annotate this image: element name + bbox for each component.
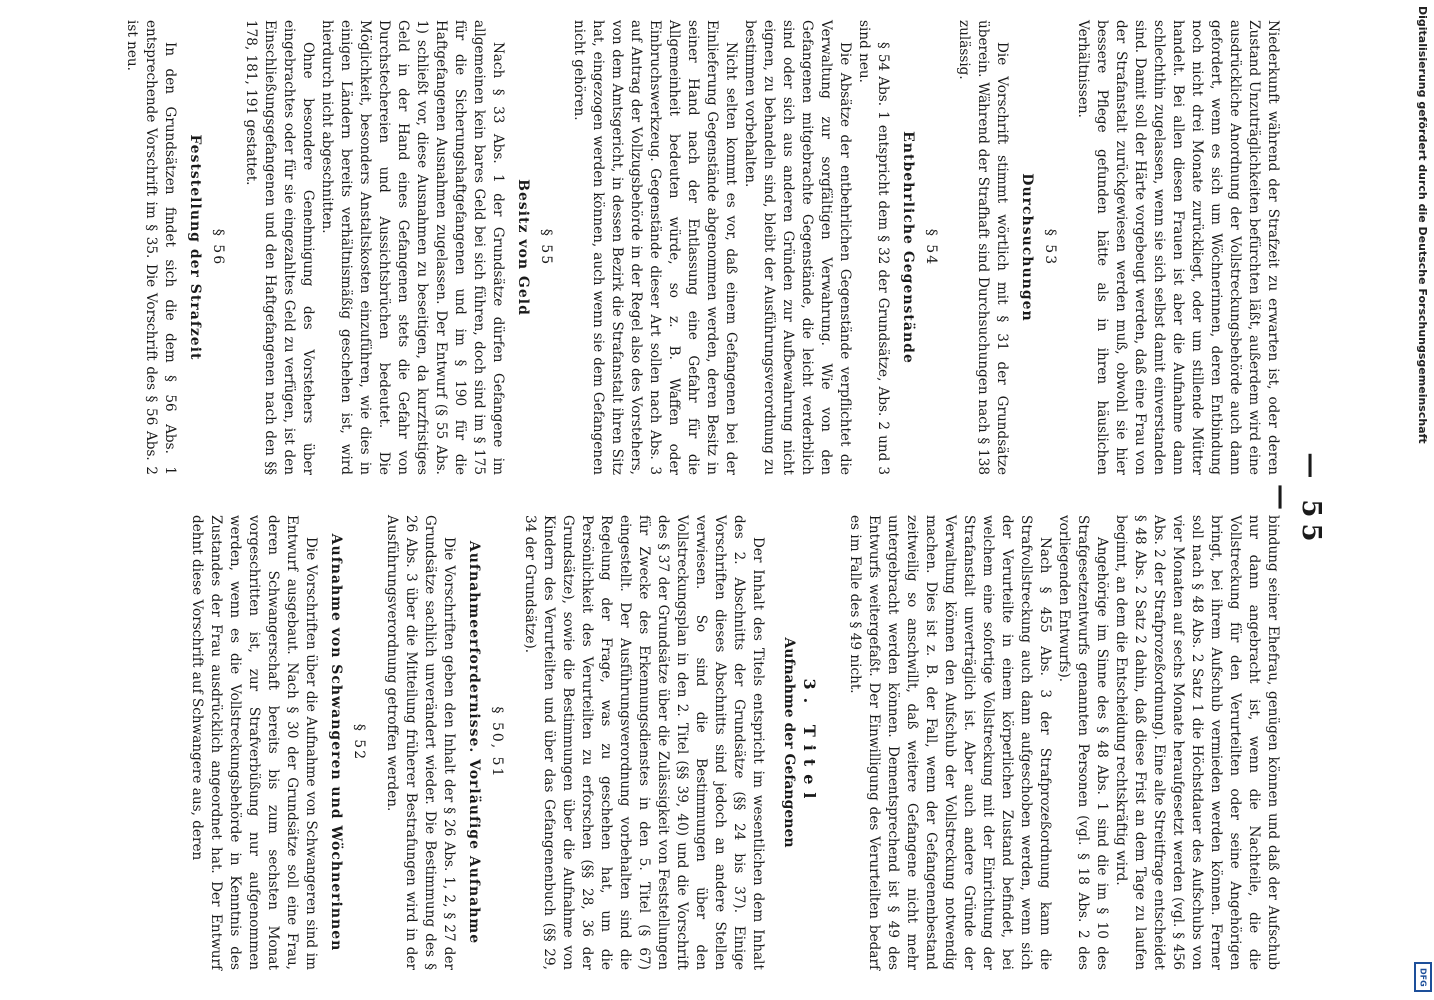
paragraph: bindung seiner Ehefrau, genügen können und daß der Aufschub nur dann angebracht ist, wenn die Nachteile, die die Vollstreckung für den Verurteilten oder seine Angehörigen bringt, bei ihrem Aufschub vermieden werden können. Ferner soll nach § 48 Abs. 2 Satz 1 die Höchstdauer des Aufschubs von vier Monaten auf sechs Monate heraufgesetzt werden (vgl. § 456 Abs. 2 der Strafprozeßordnung). Eine alte Streitfrage entscheidet § 48 Abs. 2 Satz 2 dahin, daß diese Frist an dem Tage zu laufen beginnt, an dem die Entscheidung rechtskräftig wird. <box>1113 515 1281 970</box>
section-number: § 54 <box>923 228 939 267</box>
section-heading: Aufnahme von Schwangeren und Wöchnerinnen <box>328 533 344 952</box>
section-heading: Feststellung der Strafzeit <box>187 134 203 361</box>
paragraph: Die Vorschriften über die Aufnahme von Schwangeren sind im Entwurf ausgebaut. Nach § 30 der Grundsätze soll eine Frau, deren Schwangerschaft bereits bis zum sechsten Monat vorgeschritten ist, zur Strafverbüßung nur aufgenommen werden, wenn es die Vollstreckungsbehörde in Kenntnis des Zustandes der Frau ausdrücklich angeordnet hat. Der Entwurf dehnt diese Vorschrift auf Schwangere aus, deren <box>189 515 319 970</box>
paragraph: Ohne besondere Genehmigung des Vorstehers über eingebrachtes oder für sie eingezahltes Geld zu verfügen, ist den Einschließungsgefangenen und den Haftgefangenen nach den §§ 178, 181, 191 gestattet. <box>243 20 316 475</box>
text-column-right <box>187 515 1282 970</box>
paragraph: Niederkunft während der Strafzeit zu erwarten ist, oder deren Zustand Unzuträglichkeiten befürchten läßt, außerdem wird eine ausdrückliche Anordnung der Vollstreckungsbehörde auch dann gefordert, wenn es sich um Wöchnerinnen, deren Entbindung noch nicht drei Monate zurückliegt, oder um stillende Mütter handelt. Bei allen diesen Frauen ist aber die Aufnahme dann schlechthin zugelassen, wenn sie sich selbst damit einverstanden sind. Damit soll der Härte vorgebeugt werden, daß eine Frau von der Strafanstalt zurückgewiesen werden muß, obwohl sie hier bessere Pflege gefunden hätte als in ihren häuslichen Verhältnissen. <box>1075 20 1281 475</box>
section-number: § 56 <box>210 228 226 267</box>
section-number: § 50, 51 <box>489 706 505 779</box>
paragraph: Angehörige im Sinne des § 48 Abs. 1 sind die im § 10 des Strafgesetzentwurfs genannten Personen (vgl. § 18 Abs. 2 des vorliegenden Entwurfs). <box>1056 515 1110 970</box>
text-column-left <box>122 20 1282 475</box>
page-sheet <box>124 0 1340 1000</box>
paragraph: Nach § 33 Abs. 1 der Grundsätze dürfen Gefangene im allgemeinen kein bares Geld bei sich führen, doch sind im § 175 für die Sicherungshaftgefangenen und im § 190 für die Haftgefangenen Ausnahmen zugelassen. Der Entwurf (§ 55 Abs. 1) schließt vor, diese Ausnahmen zu beseitigen, da kurzfristiges Geld in der Hand eines Gefangenen stets die Gefahr von Durchstechereien und Aussichtsbrüchen bedeutet. Die Möglichkeit, besonders Anstaltskosten einzuführen, wie dies in einigen Ländern bereits verhältnismäßig geschehen ist, wird hierdurch nicht abgeschnitten. <box>319 20 506 475</box>
rotated-page <box>124 0 1340 1000</box>
paragraph: Die Absätze der entbehrlichen Gegenstände verpflichtet die Verwaltung zur sorgfältigen Verwahrung. Wie von den Gefangenen mitgebrachte Gegenstände, die leicht verderblich sind oder sich aus anderen Gründen zur Aufbewahrung nicht eignen, zu behandeln sind, bleibt der Ausführungsverordnung zu bestimmen vorbehalten. <box>742 20 853 475</box>
title-subheading: Aufnahme der Gefangenen <box>781 637 797 848</box>
dfg-logo-icon: DFG <box>1414 962 1432 992</box>
title-heading: 3. Titel <box>800 678 819 807</box>
digitization-credit <box>1410 0 1434 1000</box>
section-heading: Durchsuchungen <box>1019 173 1035 322</box>
page-number: — 55 — <box>1266 452 1326 548</box>
paragraph: In den Grundsätzen findet sich die dem § 56 Abs. 1 entsprechende Vorschrift im § 35. Die Vorschrift des § 56 Abs. 2 ist neu. <box>124 20 178 475</box>
paragraph: Die Vorschrift stimmt wörtlich mit § 31 der Grundsätze überein. Während der Strafhaft sind Durchsuchungen nach § 138 zulässig. <box>956 20 1010 475</box>
paragraph: Die Vorschriften geben den Inhalt der § 26 Abs. 1, 2, § 27 der Grundsätze sachlich unverändert wieder. Die Bestimmung des § 26 Abs. 3 über die Mitteilung früherer Bestrafungen wird in der Ausführungsverordnung getroffen werden. <box>384 515 457 970</box>
section-number: § 52 <box>351 723 367 762</box>
paragraph: Nach § 455 Abs. 3 der Strafprozeßordnung kann die Strafvollstreckung auch dann aufgeschoben werden, wenn sich der Verurteilte in einem körperlichen Zustand befindet, bei welchem eine sofortige Vollstreckung mit der Einrichtung der Strafanstalt unverträglich ist. Aber auch andere Gründe der Verwaltung können den Aufschub der Vollstreckung notwendig machen. Dies ist z. B. der Fall, wenn der Gefangenenbestand zeitweilig so anschwillt, daß weitere Gefangene nicht mehr untergebracht werden können. Dementsprechend ist § 49 des Entwurfs weitergefaßt. Der Einwilligung des Verurteilten bedarf es im Falle des § 49 nicht. <box>847 515 1053 970</box>
section-heading: Besitz von Geld <box>515 179 531 316</box>
credit-text: Digitalisierung gefördert durch die Deutsche Forschungsgemeinschaft <box>1416 6 1429 444</box>
section-heading: Entbehrliche Gegenstände <box>900 131 916 364</box>
section-heading: Aufnahmeerfordernisse. Vorläufige Aufnahme <box>466 540 482 945</box>
paragraph: § 54 Abs. 1 entspricht dem § 32 der Grundsätze, Abs. 2 und 3 sind neu. <box>856 20 891 475</box>
paragraph: Nicht selten kommt es vor, daß einem Gefangenen bei der Einlieferung Gegenstände abgenommen werden, deren Besitz in seiner Hand nach der Entlassung eine Gefahr für die Allgemeinheit bedeuten würde, so z. B. Waffen oder Einbruchswerkzeug. Gegenstände dieser Art sollen nach Abs. 3 auf Antrag der Vollzugsbehörde in der Regel also des Vorstehers, von dem Amtsgericht, in dessen Bezirk die Strafanstalt ihren Sitz hat, eingezogen werden können, auch wenn sie dem Gefangenen nicht gehören. <box>571 20 739 475</box>
section-number: § 53 <box>1042 228 1058 267</box>
section-number: § 55 <box>538 228 554 267</box>
paragraph: Der Inhalt des Titels entspricht im wesentlichen dem Inhalt des 2. Abschnitts der Grundsätze (§§ 24 bis 37). Einige Vorschriften dieses Abschnitts sind jedoch an andere Stellen verwiesen. So sind die Bestimmungen über den Vollstreckungsplan in den 2. Titel (§§ 39, 40) und die Vorschrift des § 37 der Grundsätze über die Zulässigkeit von Feststellungen für Zwecke des Erkennungsdienstes in den 5. Titel (§ 67) eingestellt. Der Ausführungsverordnung vorbehalten sind die Regelung der Frage, was zu geschehen hat, um die Persönlichkeit des Verurteilten zu erforschen (§§ 28, 36 der Grundsätze), sowie die Bestimmungen über die Aufnahme von Kindern des Verurteilten und über das Gefangenenbuch (§§ 29, 34 der Grundsätze). <box>522 515 766 970</box>
